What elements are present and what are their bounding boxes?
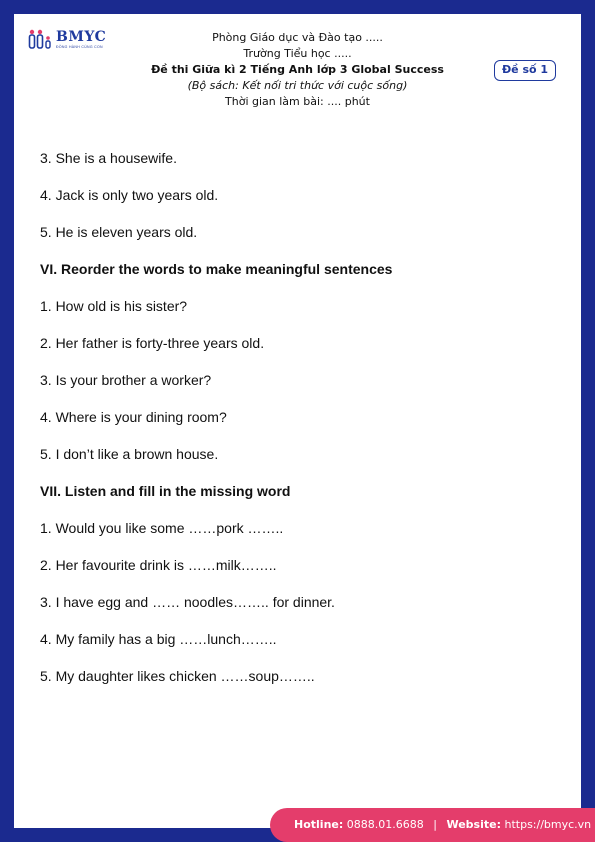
exam-title: Đề thi Giữa kì 2 Tiếng Anh lớp 3 Global Success: [151, 63, 444, 76]
section-heading: VI. Reorder the words to make meaningful sentences: [40, 261, 393, 277]
website-link[interactable]: https://bmyc.vn: [504, 818, 592, 831]
exam-content: [40, 148, 560, 703]
answer-line: 3. She is a housewife.: [40, 150, 177, 166]
exam-subtitle: (Bộ sách: Kết nối tri thức với cuộc sống): [187, 79, 408, 92]
section-heading: VII. Listen and fill in the missing word: [40, 483, 291, 499]
answer-line: 3. I have egg and …… noodles…….. for dinner.: [40, 594, 335, 610]
logo-tagline: ĐỒNG HÀNH CÙNG CON: [56, 45, 103, 49]
website-label: Website:: [446, 818, 501, 831]
answer-line: 5. I don’t like a brown house.: [40, 446, 219, 462]
answer-line: 2. Her father is forty-three years old.: [40, 335, 265, 351]
answer-line: 1. Would you like some ……pork ……..: [40, 520, 284, 536]
school-line: Trường Tiểu học .....: [243, 47, 352, 60]
footer-separator: |: [433, 818, 437, 831]
answer-line: 2. Her favourite drink is ……milk……..: [40, 557, 277, 573]
footer-banner: [270, 808, 595, 842]
answer-line: 5. He is eleven years old.: [40, 224, 198, 240]
answer-line: 4. Jack is only two years old.: [40, 187, 219, 203]
exam-time: Thời gian làm bài: .... phút: [225, 95, 370, 108]
answer-line: 1. How old is his sister?: [40, 298, 188, 314]
exam-number-badge: Đề số 1: [494, 60, 556, 81]
department-line: Phòng Giáo dục và Đào tạo .....: [212, 31, 383, 44]
logo-wordmark: BMYC: [56, 29, 107, 45]
answer-line: 4. My family has a big ……lunch……..: [40, 631, 277, 647]
answer-line: 3. Is your brother a worker?: [40, 372, 212, 388]
answer-line: 4. Where is your dining room?: [40, 409, 227, 425]
hotline-label: Hotline:: [294, 818, 344, 831]
answer-line: 5. My daughter likes chicken ……soup……..: [40, 668, 315, 684]
hotline-number[interactable]: 0888.01.6688: [346, 818, 424, 831]
